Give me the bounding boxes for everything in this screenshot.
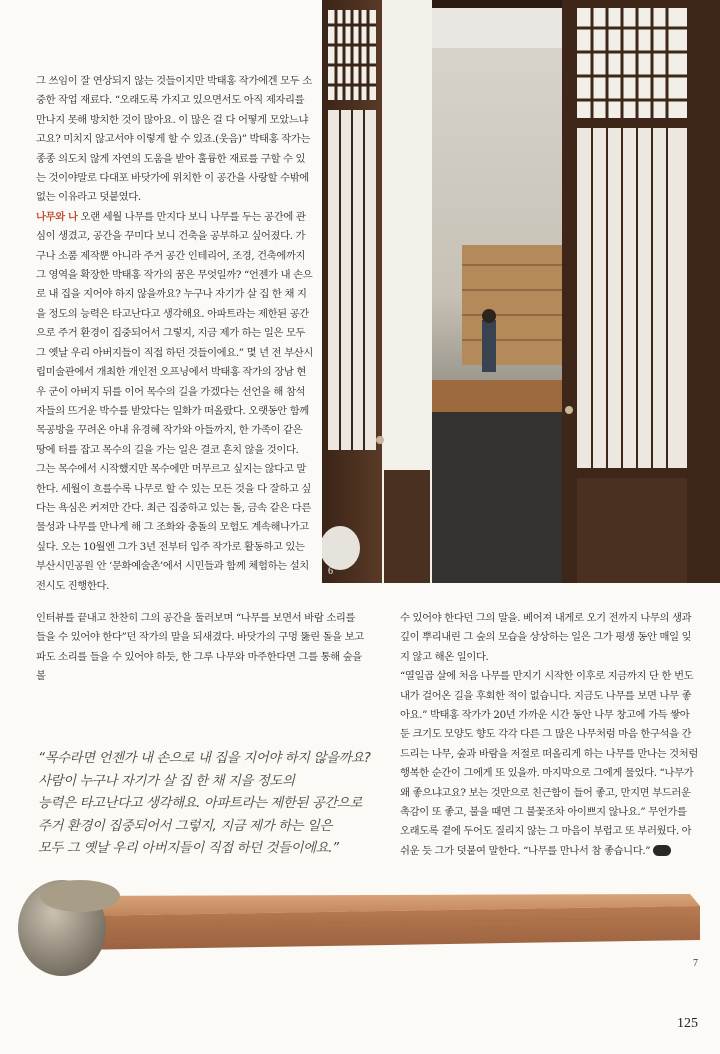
pull-quote-line: 능력은 타고난다고 생각해요. 아파트라는 제한된 공간으로	[38, 796, 362, 811]
section-paragraph-text: 오랜 세월 나무를 만지다 보니 나무를 두는 공간에 관심이 생겼고, 공간을 꾸미다 보니 건축을 공부하고 싶어졌다. 가구나 소품 제작뿐 아니라 주거 공간 인테리어, 조경, 건축에까지 그 영역을 확장한 박태홍 작가의 꿈은 무엇일까? “언젠가 내 손으로 내 집을 지어야 하지 않을까요? 누구나 자기가 살 집 한 채 지을 정도의 능력은 타고난다고 생각해요. 아파트라는 제한된 공간으로 주거 환경이 집중되어서 그렇지, 지금 제가 하는 일은 모두 그 옛날 우리 아버지들이 직접 하던 것들이에요.” 몇 년 전 부산시립미술관에서 개최한 개인전 오프닝에서 박태홍 작가의 장남 현우 군이 아버지 뒤를 이어 목수의 길을 가겠다는 선언을 해 참석자들의 뜨거운 박수를 받았다는 일화가 떠올랐다. 오랫동안 함께 목공방을 꾸려온 아내 유경혜 작가와 아들까지, 한 가족이 같은 땅에 터를 잡고 목수의 길을 가는 일은 결코 흔치 않을 것이다.	[36, 210, 313, 456]
figure-number: 7	[693, 958, 698, 969]
photo-wood-slab	[0, 868, 720, 978]
pull-quote-line: 사람이 누구나 자기가 살 집 한 채 지을 정도의	[38, 773, 295, 789]
body-paragraph: 그는 목수에서 시작했지만 목수에만 머무르고 싶지는 않다고 말한다. 세월이 흐를수록 나무로 할 수 있는 모든 것을 다 잘하고 싶다는 욕심은 커져만 간다. 최근 집중하고 있는 돌, 금속 같은 다른 물성과 나무를 만나게 해 그 조화와 충돌의 모험도 계속해나가고 싶다. 오는 10월엔 그가 3년 전부터 입주 작가로 활동하고 있는 부산시민공원 안 ‘문화예술촌’에서 시민들과 함께 체험하는 설치 전시도 진행한다.	[36, 463, 311, 592]
article-column-right	[400, 609, 698, 861]
photo-workshop-doors	[322, 0, 720, 583]
workshop-doors-illustration	[322, 0, 720, 583]
figure-number: 6	[328, 566, 333, 577]
body-paragraph: 수 있어야 한다던 그의 말을. 베어져 내게로 오기 전까지 나무의 생과 깊이 뿌리내린 그 숲의 모습을 상상하는 일은 그가 평생 동안 매일 잊지 않고 해온 일이다.	[400, 612, 692, 663]
page-number: 125	[677, 1016, 698, 1031]
section-kicker: 나무와 나	[36, 210, 78, 223]
pull-quote-line: 모두 그 옛날 우리 아버지들이 직접 하던 것들이에요.”	[38, 841, 339, 856]
section-paragraph	[36, 208, 314, 460]
body-paragraph	[400, 667, 698, 861]
pull-quote-line: 주거 환경이 집중되어서 그렇지, 지금 제가 하는 일은	[38, 818, 333, 834]
pull-quote-line: “목수라면 언젠가 내 손으로 내 집을 지어야 하지 않을까요?	[38, 751, 371, 766]
body-paragraph-text: “열일곱 살에 처음 나무를 만지기 시작한 이후로 지금까지 단 한 번도 내가 걸어온 길을 후회한 적이 없습니다. 지금도 나무를 보면 나무 좋아요.” 박태홍 작가가 20년 가까운 시간 동안 나무 창고에 가득 쌓아둔 크기도 모양도 향도 각각 다른 그 많은 나무처럼 마음 한구석을 간드리는 나무, 숲과 바람을 저절로 떠올리게 하는 나무를 만나는 것처럼 행복한 순간이 그에게 또 있을까. 마지막으로 그에게 물었다. “나무가 왜 좋으냐고요? 보는 것만으로 친근함이 들어 좋고, 만지면 부드러운 촉감이 또 좋고, 불을 때면 그 불꽃조차 아이쁘지 않나요.” 무언가를 오래도록 곁에 두어도 질리지 않는 그 마음이 부럽고 또 부러웠다. 아쉬운 듯 그가 덧붙여 말한다. “나무를 만나서 참 좋습니다.”	[400, 670, 698, 857]
body-paragraph: 인터뷰를 끝내고 찬찬히 그의 공간을 둘러보며 “나무를 보면서 바람 소리를 들을 수 있어야 한다”던 작가의 말을 되새겼다. 바닷가의 구멍 뚫린 돌을 보고 파도 소리를 들을 수 있어야 하듯, 한 그루 나무와 마주한다면 그를 통해 숲을 볼	[36, 612, 364, 683]
article-column-top	[36, 72, 314, 596]
end-mark-icon	[653, 845, 671, 856]
body-paragraph: 그 쓰임이 잘 연상되지 않는 것들이지만 박태홍 작가에겐 모두 소중한 작업 재료다. “오래도록 가지고 있으면서도 아직 제자리를 만나지 못해 방치한 것이 많아요. 이 많은 걸 다 어떻게 모았느냐고요? 미치지 않고서야 이렇게 할 수 있죠.(웃음)” 박태홍 작가는 종종 의도치 않게 자연의 도움을 받아 훌륭한 재료를 구할 수 있는 것이야말로 다대포 바닷가에 위치한 이 공간을 사랑할 수밖에 없는 이유라고 덧붙였다.	[36, 75, 312, 204]
article-column-wide	[36, 609, 366, 687]
pull-quote	[38, 748, 378, 861]
wood-slab-illustration	[0, 868, 720, 978]
